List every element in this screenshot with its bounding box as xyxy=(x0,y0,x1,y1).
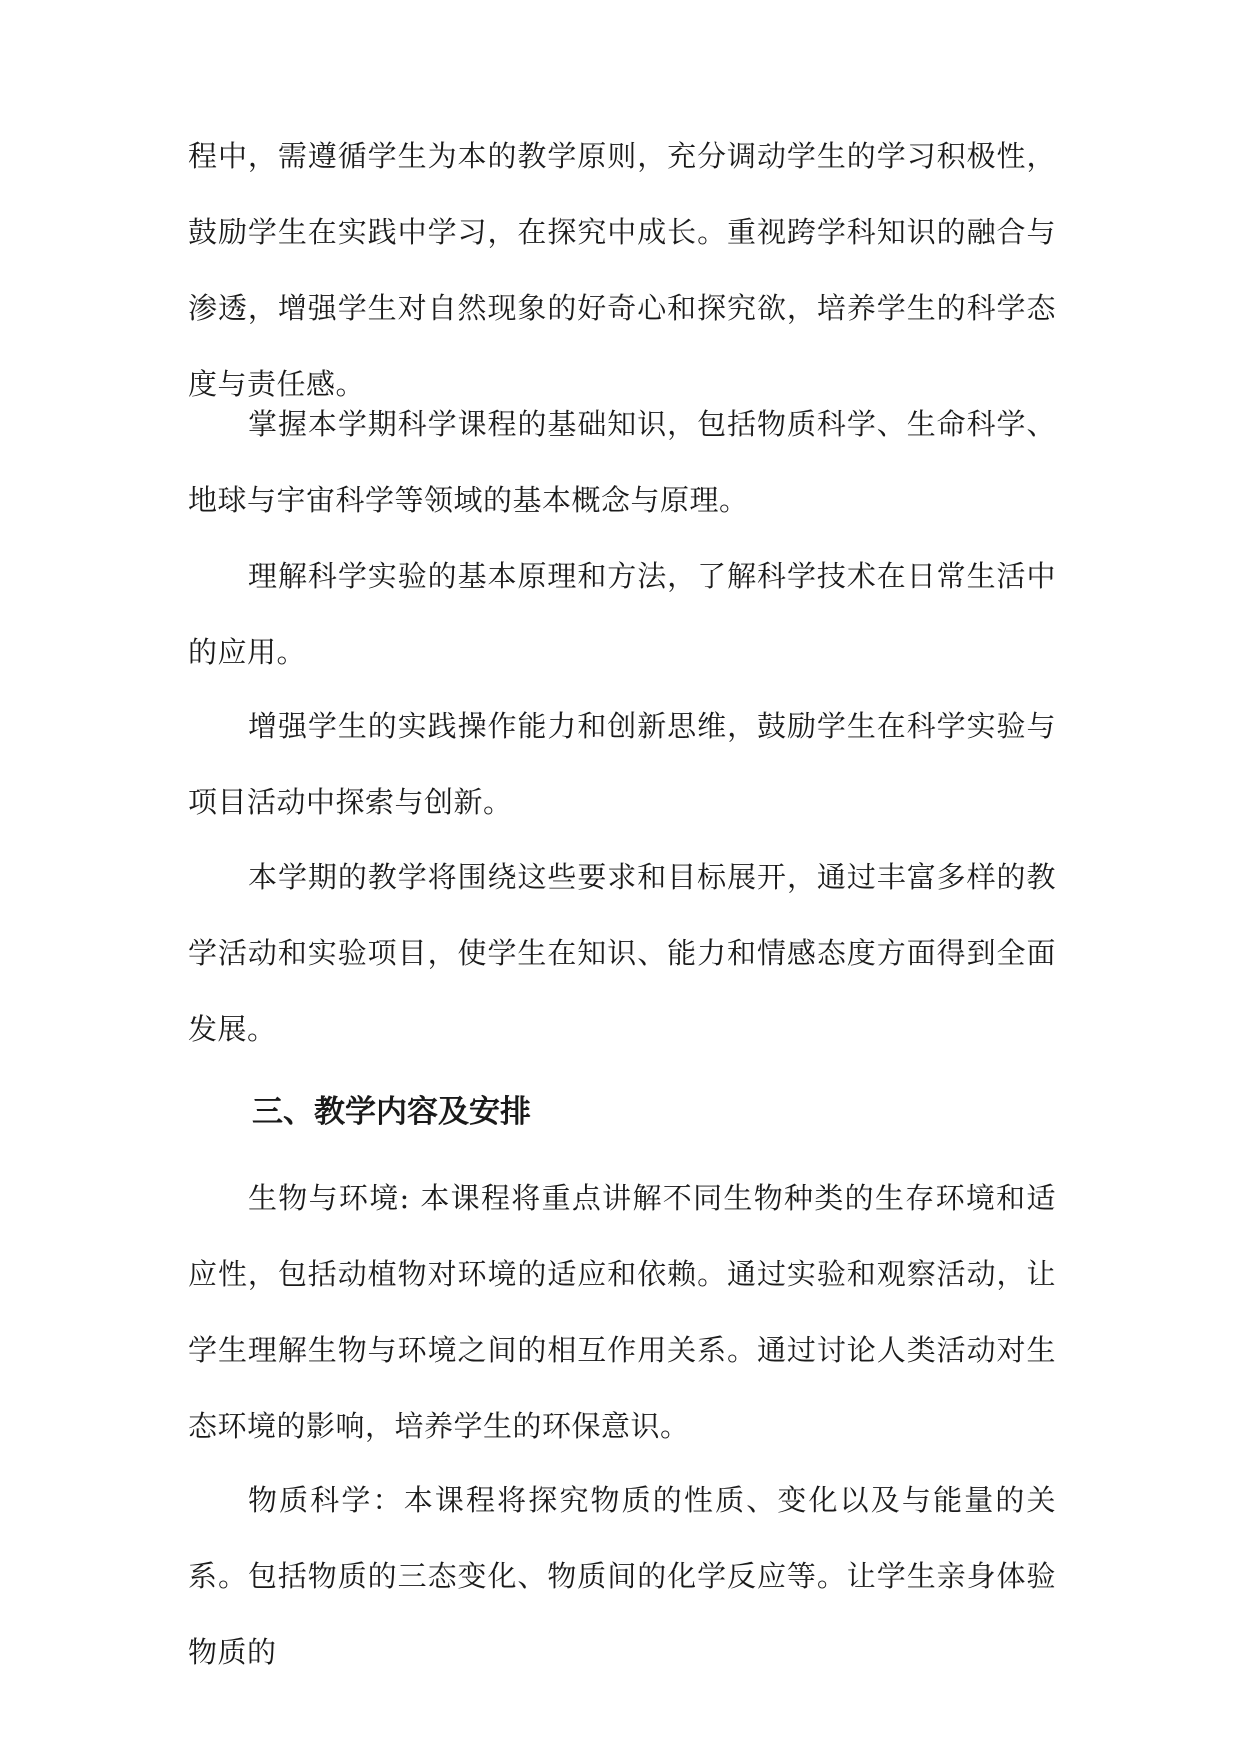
paragraph-material-science: 物质科学：本课程将探究物质的性质、变化以及与能量的关系。包括物质的三态变化、物质间的化学反应等。让学生亲身体验物质的 xyxy=(188,1483,1056,1669)
paragraph-biology-environment: 生物与环境: 本课程将重点讲解不同生物种类的生存环境和适应性，包括动植物对环境的适应和依赖。通过实验和观察活动，让学生理解生物与环境之间的相互作用关系。通过讨论人类活动对生态环境的影响，培养学生的环保意识。 xyxy=(188,1181,1056,1443)
section-heading: 三、教学内容及安排 xyxy=(252,1094,531,1130)
paragraph-continuation: 程中，需遵循学生为本的教学原则，充分调动学生的学习积极性，鼓励学生在实践中学习，在探究中成长。重视跨学科知识的融合与渗透，增强学生对自然现象的好奇心和探究欲，培养学生的科学态度与责任感。 xyxy=(188,139,1056,401)
paragraph-practice-ability: 增强学生的实践操作能力和创新思维，鼓励学生在科学实验与项目活动中探索与创新。 xyxy=(188,709,1056,819)
paragraph-basic-knowledge: 掌握本学期科学课程的基础知识，包括物质科学、生命科学、地球与宇宙科学等领域的基本概念与原理。 xyxy=(188,407,1056,517)
paragraph-semester-goals: 本学期的教学将围绕这些要求和目标展开，通过丰富多样的教学活动和实验项目，使学生在知识、能力和情感态度方面得到全面发展。 xyxy=(188,860,1056,1046)
paragraph-experiment-principles: 理解科学实验的基本原理和方法，了解科学技术在日常生活中的应用。 xyxy=(188,559,1056,669)
